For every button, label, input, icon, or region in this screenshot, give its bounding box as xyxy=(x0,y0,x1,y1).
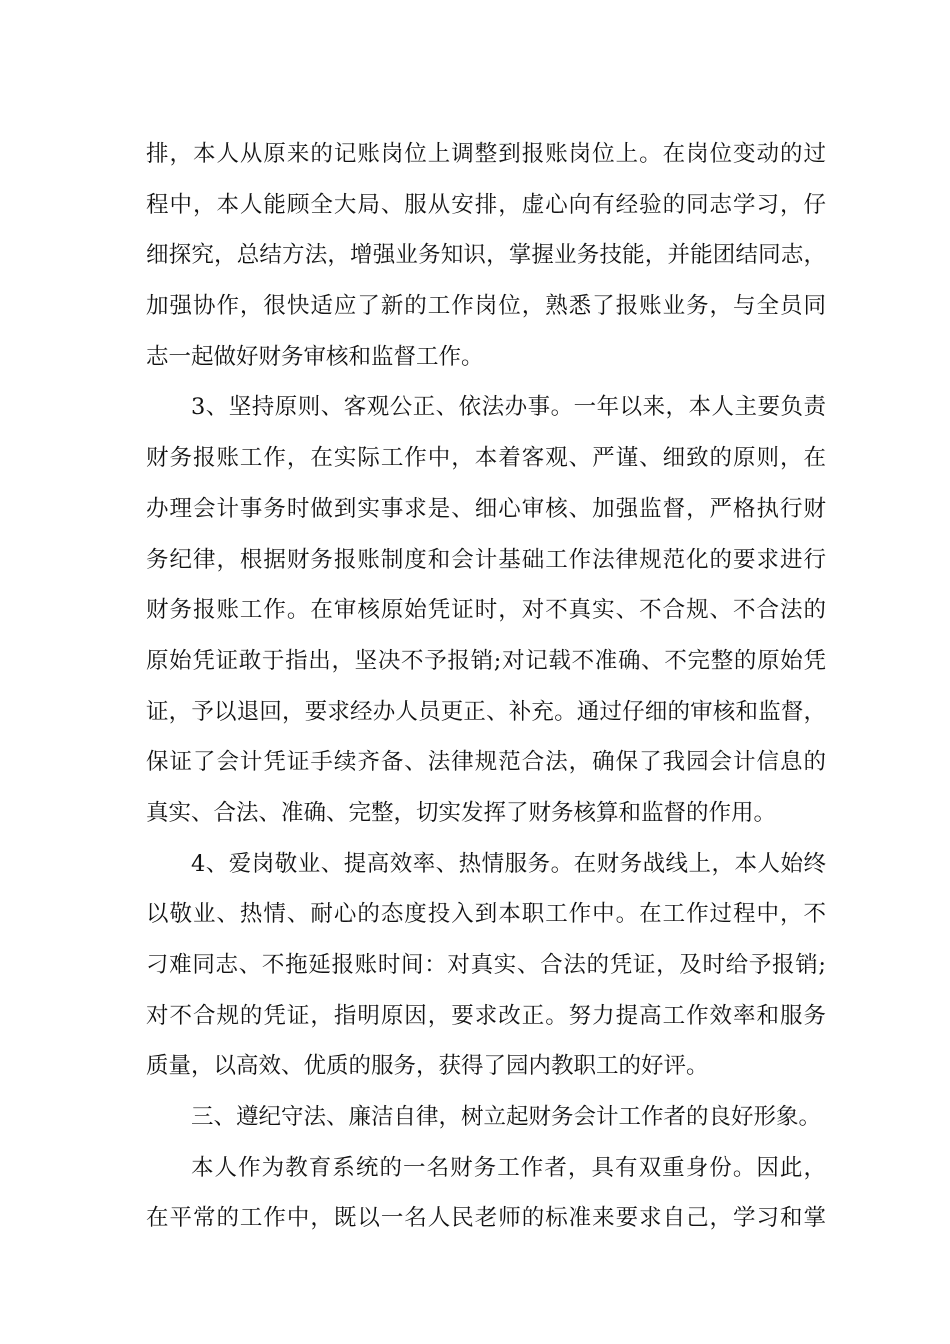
text-line: 真实、合法、准确、完整，切实发挥了财务核算和监督的作用。 xyxy=(146,799,777,826)
body-text xyxy=(146,129,826,1244)
text-line: 加强协作，很快适应了新的工作岗位，熟悉了报账业务，与全员同 xyxy=(146,293,826,320)
text-line: 细探究，总结方法，增强业务知识，掌握业务技能，并能团结同志， xyxy=(146,242,826,269)
text-line: 财务报账工作。在审核原始凭证时，对不真实、不合规、不合法的 xyxy=(146,597,826,624)
text-line: 质量，以高效、优质的服务，获得了园内教职工的好评。 xyxy=(146,1053,709,1080)
text-line: 务纪律，根据财务报账制度和会计基础工作法律规范化的要求进行 xyxy=(146,546,826,573)
text-line: 以敬业、热情、耐心的态度投入到本职工作中。在工作过程中，不 xyxy=(146,901,826,928)
text-line: 本人作为教育系统的一名财务工作者，具有双重身份。因此， xyxy=(191,1154,826,1181)
text-line: 3、坚持原则、客观公正、依法办事。一年以来，本人主要负责 xyxy=(191,394,826,421)
text-line: 排，本人从原来的记账岗位上调整到报账岗位上。在岗位变动的过 xyxy=(146,141,826,167)
text-line: 证，予以退回，要求经办人员更正、补充。通过仔细的审核和监督， xyxy=(146,698,826,725)
text-line: 原始凭证敢于指出，坚决不予报销;对记载不准确、不完整的原始凭 xyxy=(146,647,826,674)
text-line: 4、爱岗敬业、提高效率、热情服务。在财务战线上，本人始终 xyxy=(191,850,826,877)
text-line: 志一起做好财务审核和监督工作。 xyxy=(146,343,484,370)
text-line: 三、遵纪守法、廉洁自律，树立起财务会计工作者的良好形象。 xyxy=(191,1104,822,1131)
text-line: 财务报账工作，在实际工作中，本着客观、严谨、细致的原则，在 xyxy=(146,445,826,472)
text-line: 程中，本人能顾全大局、服从安排，虚心向有经验的同志学习，仔 xyxy=(146,191,826,218)
text-line: 在平常的工作中，既以一名人民老师的标准来要求自己，学习和掌 xyxy=(146,1205,826,1232)
text-line: 保证了会计凭证手续齐备、法律规范合法，确保了我园会计信息的 xyxy=(146,749,826,776)
text-line: 刁难同志、不拖延报账时间：对真实、合法的凭证，及时给予报销; xyxy=(146,952,826,978)
text-line: 对不合规的凭证，指明原因，要求改正。努力提高工作效率和服务 xyxy=(146,1002,826,1029)
text-line: 办理会计事务时做到实事求是、细心审核、加强监督，严格执行财 xyxy=(146,495,826,522)
